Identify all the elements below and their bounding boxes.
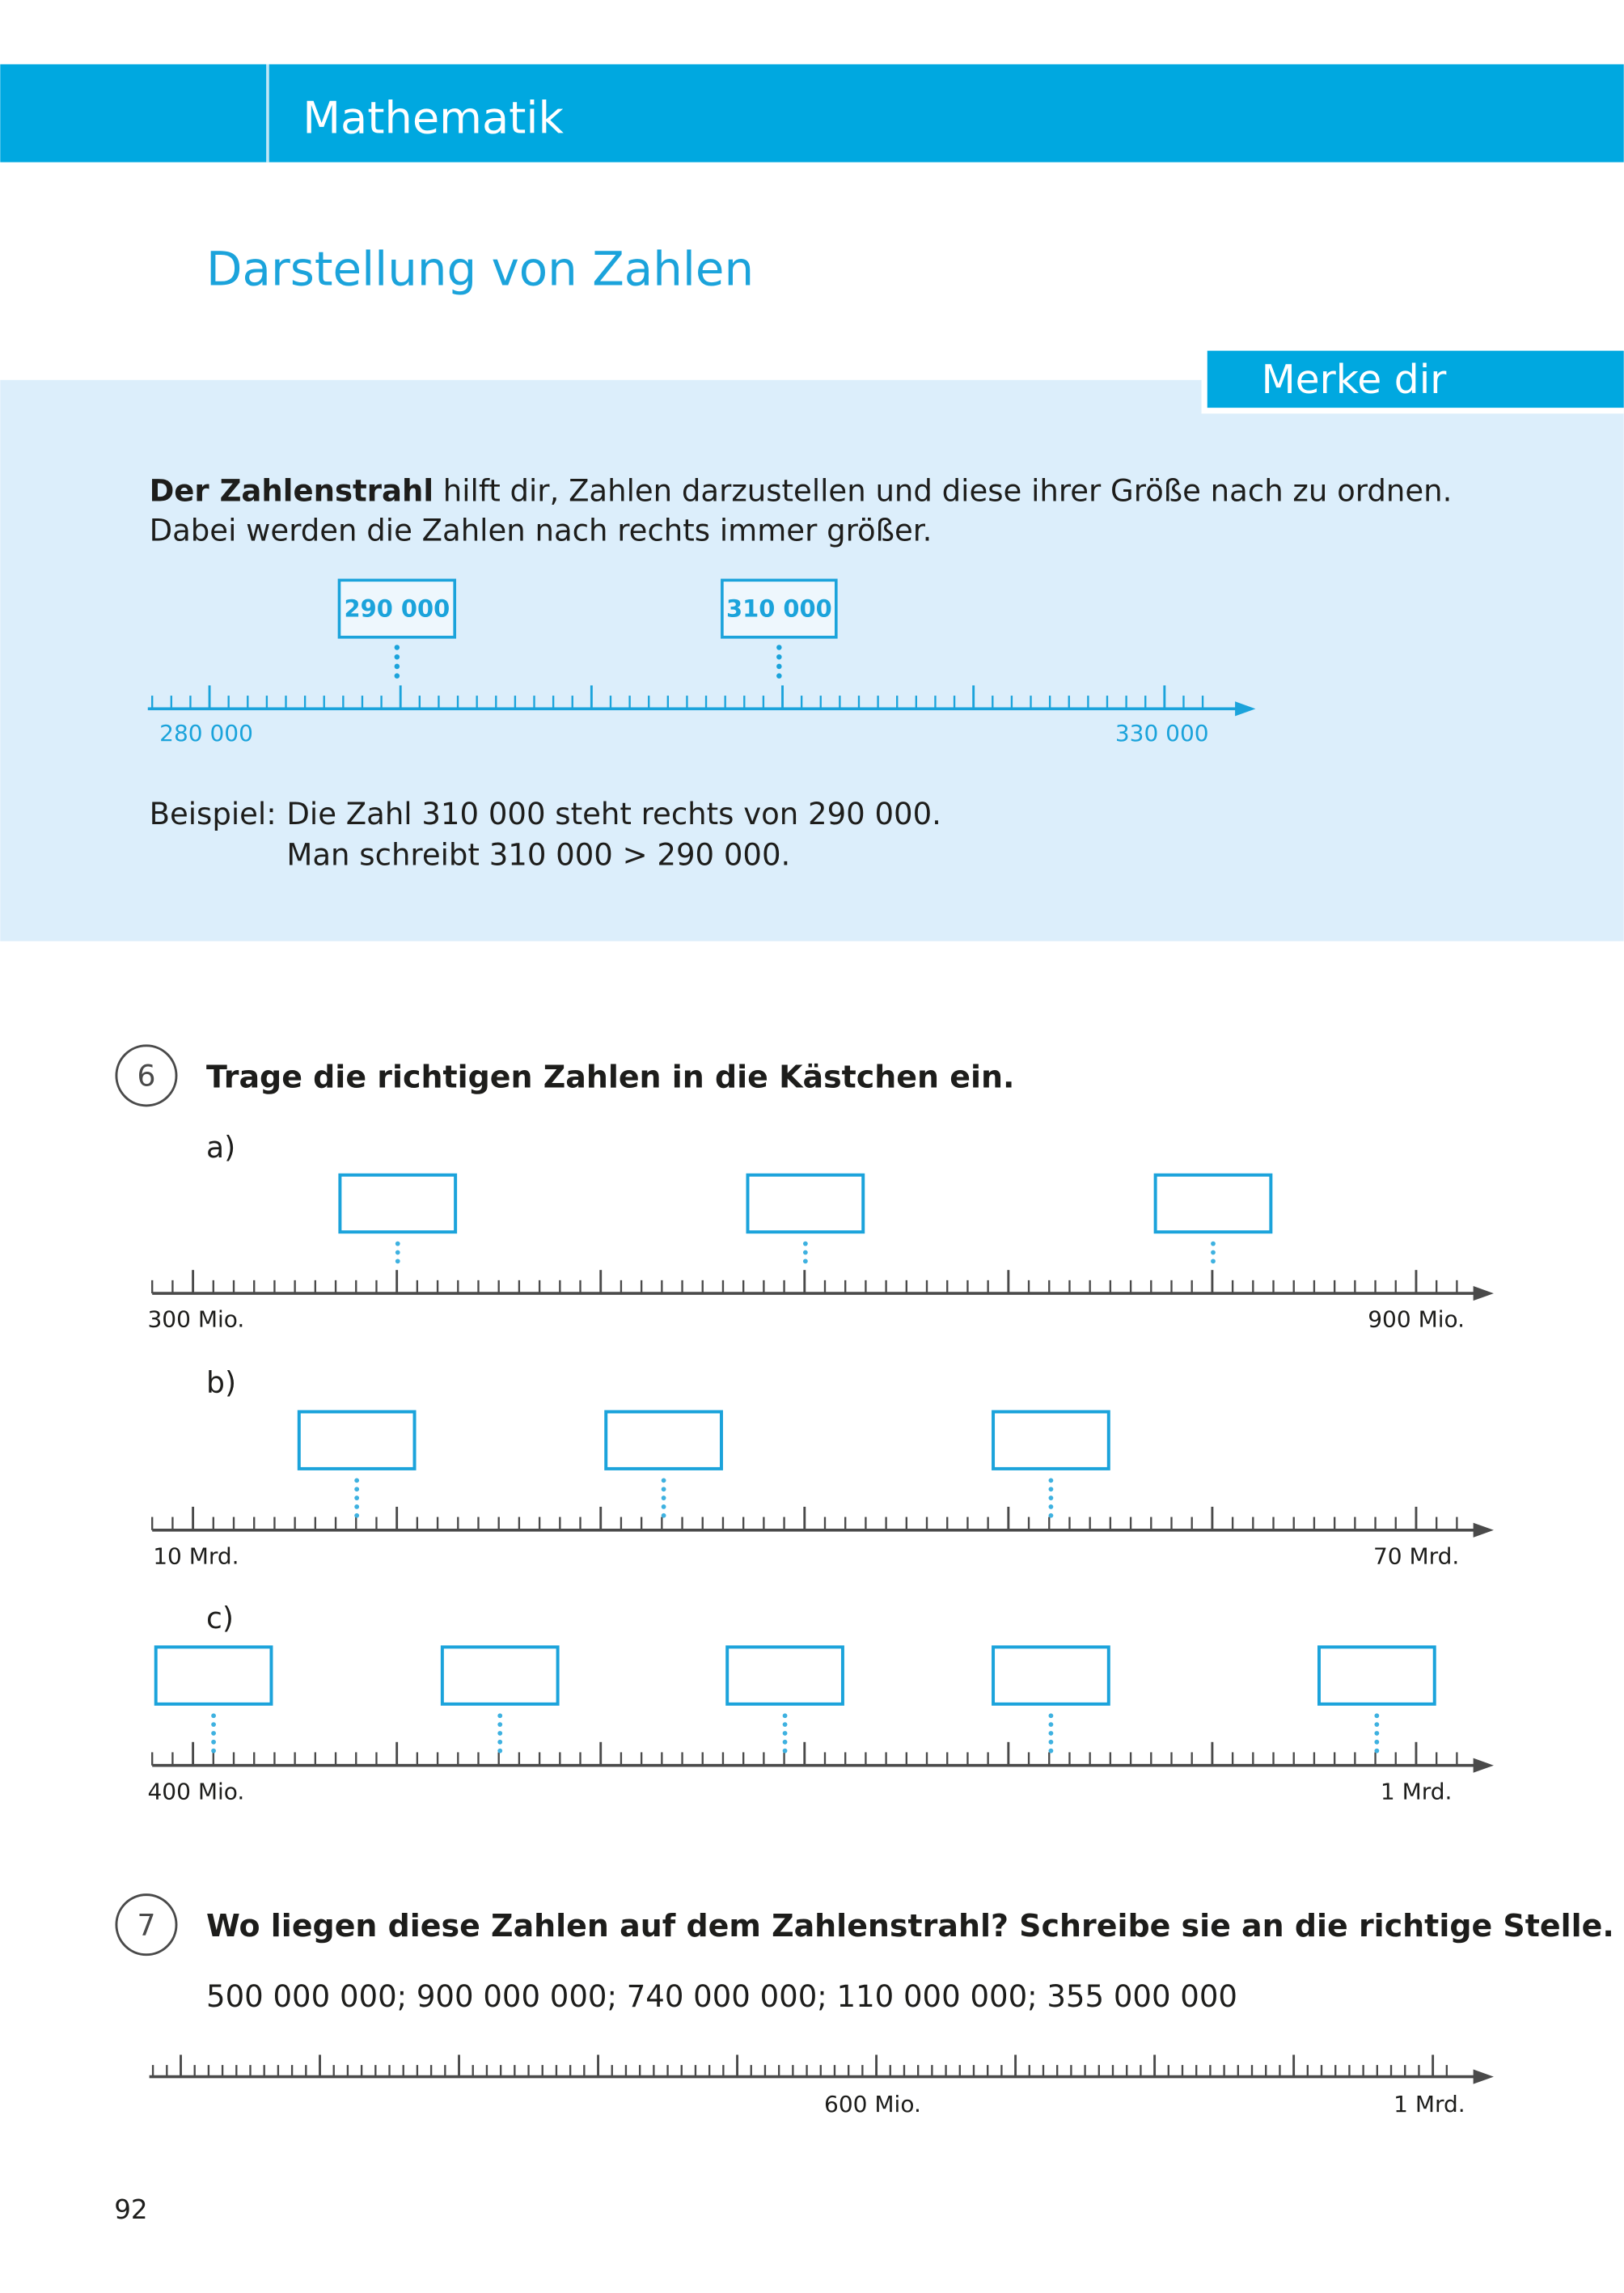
merke-box [0,380,1623,941]
connector-dot [803,1250,808,1255]
connector-dot [783,1740,788,1745]
connector-dot [354,1504,359,1509]
connector-dot [1211,1250,1216,1255]
connector-dot [497,1731,502,1736]
connector-dot [1374,1713,1379,1718]
connector-dot [783,1722,788,1727]
arrow-head-icon [1474,1523,1494,1538]
arrow-head-icon [1474,1286,1494,1301]
connector-dot [662,1504,666,1509]
connector-dot [776,654,782,660]
answer-box[interactable] [747,1175,863,1232]
part-c-label: c) [206,1600,235,1635]
exercise-7-title: Wo liegen diese Zahlen auf dem Zahlenstrahl? Schreibe sie an die richtige Stelle. [206,1908,1614,1944]
header-bar [0,65,1623,163]
exercise-7-number: 7 [137,1907,156,1943]
answer-box[interactable] [727,1647,843,1703]
connector-dot [776,664,782,670]
connector-dot [354,1513,359,1518]
numberline-a [152,1175,1494,1301]
ex7-end-label: 1 Mrd. [1394,2090,1465,2117]
merke-intro-line1 [150,474,1453,509]
part-c-start-label: 400 Mio. [147,1778,245,1805]
connector-dot [395,654,400,660]
connector-dot [1049,1478,1054,1483]
intro-rest: hilft dir, Zahlen darzustellen und diese ihrer Größe nach zu ordnen. [433,473,1453,509]
connector-dot [497,1749,502,1754]
connector-dot [395,664,400,670]
connector-dot [395,1242,400,1246]
connector-dot [1049,1731,1054,1736]
connector-dot [662,1478,666,1483]
subject-title: Mathematik [302,92,564,144]
connector-dot [803,1242,808,1246]
connector-dot [354,1496,359,1500]
intro-bold-term: Der Zahlenstrahl [149,473,434,509]
connector-dot [497,1713,502,1718]
answer-box[interactable] [993,1647,1109,1703]
connector-dot [1374,1722,1379,1727]
connector-dot [211,1749,216,1754]
page-title: Darstellung von Zahlen [206,241,755,297]
answer-box[interactable] [1319,1647,1435,1703]
connector-dot [395,645,400,650]
numberline-c [152,1647,1494,1772]
connector-dot [395,1259,400,1263]
exercise-6-title: Trage die richtigen Zahlen in die Kästchen ein. [206,1059,1015,1095]
exercise-6-number: 6 [137,1058,156,1094]
answer-box[interactable] [340,1175,455,1232]
page-number: 92 [114,2194,148,2225]
part-a-start-label: 300 Mio. [147,1305,245,1333]
connector-dot [1049,1496,1054,1500]
connector-dot [783,1731,788,1736]
connector-dot [395,1250,400,1255]
exercise-7-numbers: 500 000 000; 900 000 000; 740 000 000; 110 000 000; 355 000 000 [206,1978,1237,2014]
connector-dot [662,1487,666,1491]
connector-dot [354,1487,359,1491]
connector-dot [1049,1487,1054,1491]
example-line2: Man schreibt 310 000 > 290 000. [286,837,791,873]
connector-dot [1049,1504,1054,1509]
connector-dot [1049,1513,1054,1518]
connector-dot [1374,1731,1379,1736]
merke-tab-label: Merke dir [1261,357,1447,404]
example-end-label: 330 000 [1114,720,1209,747]
connector-dot [1211,1259,1216,1263]
connector-dot [662,1496,666,1500]
connector-dot [211,1713,216,1718]
numberline-b [152,1411,1494,1537]
arrow-head-icon [1474,2070,1494,2084]
answer-box[interactable] [1156,1175,1271,1232]
connector-dot [1211,1242,1216,1246]
example-label: Beispiel: [149,797,277,832]
example-start-label: 280 000 [159,720,253,747]
connector-dot [783,1713,788,1718]
answer-box[interactable] [442,1647,558,1703]
connector-dot [1374,1740,1379,1745]
answer-box[interactable] [299,1411,415,1468]
connector-dot [395,673,400,679]
ex7-mid-label: 600 Mio. [824,2090,921,2117]
part-b-end-label: 70 Mrd. [1372,1542,1460,1570]
part-b-label: b) [206,1364,237,1400]
part-b-start-label: 10 Mrd. [153,1542,239,1570]
connector-dot [1049,1713,1054,1718]
part-a-label: a) [206,1130,236,1166]
connector-dot [211,1722,216,1727]
numberline-7[interactable] [150,2054,1494,2084]
connector-dot [662,1513,666,1518]
part-a-end-label: 900 Mio. [1368,1305,1465,1333]
connector-dot [1049,1740,1054,1745]
connector-dot [1049,1749,1054,1754]
connector-dot [776,673,782,679]
example-line1: Die Zahl 310 000 steht rechts von 290 000. [286,797,941,832]
connector-dot [1049,1722,1054,1727]
connector-dot [783,1749,788,1754]
connector-dot [803,1259,808,1263]
example-box-290000-label: 290 000 [344,594,450,623]
connector-dot [211,1740,216,1745]
answer-box[interactable] [156,1647,272,1703]
arrow-head-icon [1474,1758,1494,1773]
connector-dot [497,1722,502,1727]
connector-dot [497,1740,502,1745]
connector-dot [1374,1749,1379,1754]
connector-dot [211,1731,216,1736]
answer-box[interactable] [606,1411,721,1468]
part-c-end-label: 1 Mrd. [1380,1778,1453,1805]
answer-box[interactable] [993,1411,1109,1468]
merke-intro-line2: Dabei werden die Zahlen nach rechts immer größer. [149,513,933,548]
example-box-310000-label: 310 000 [725,594,832,623]
connector-dot [354,1478,359,1483]
connector-dot [776,645,782,650]
